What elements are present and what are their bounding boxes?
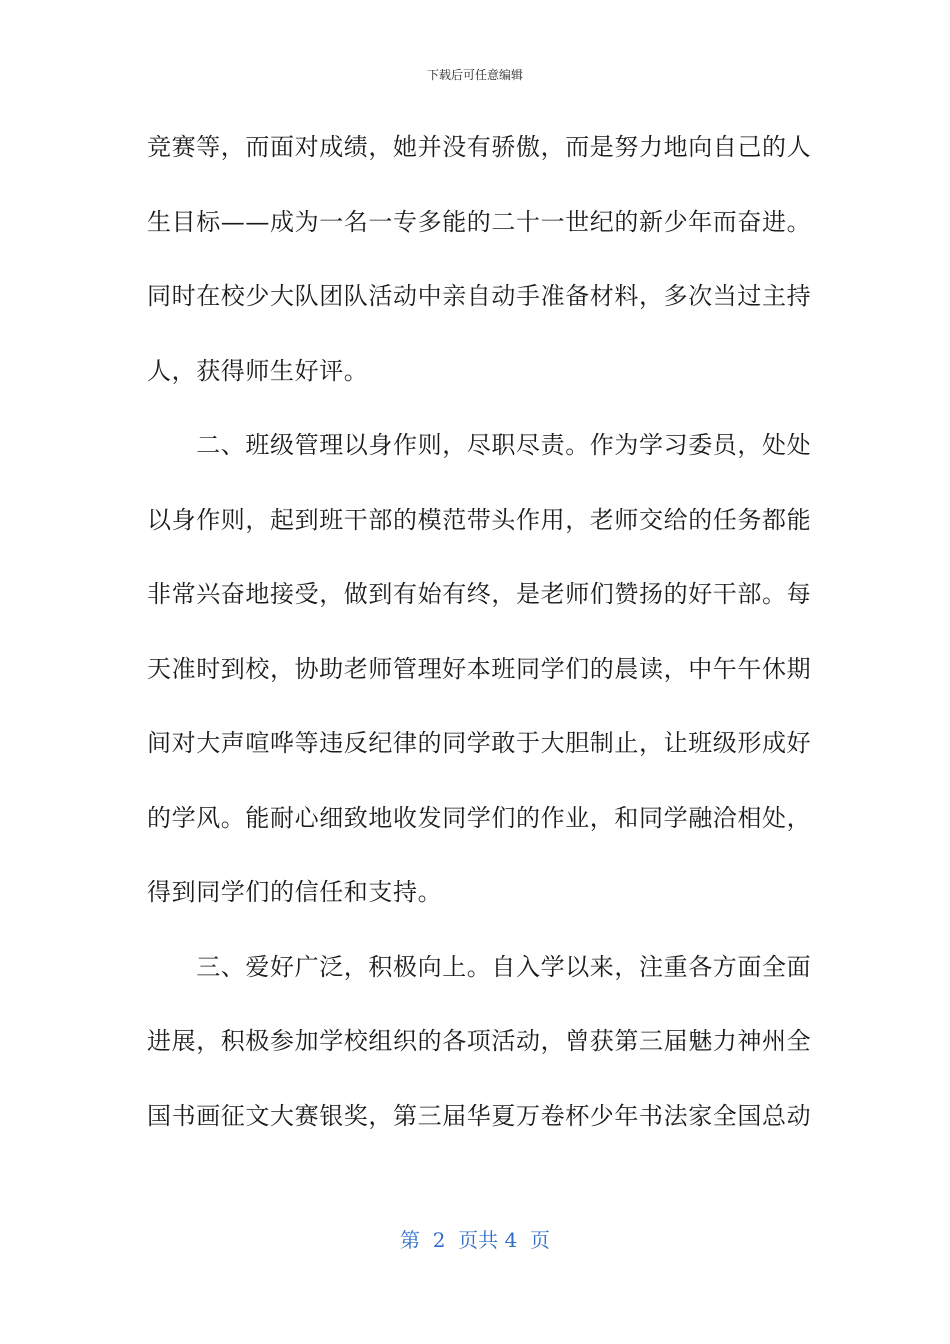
text-line: 竞赛等，而面对成绩，她并没有骄傲，而是努力地向自己的人	[147, 133, 812, 161]
text-line: 天准时到校，协助老师管理好本班同学们的晨读，中午午休期	[147, 654, 812, 683]
text-line: 人，获得师生好评。	[147, 356, 369, 385]
text-line: 二、班级管理以身作则，尽职尽责。作为学习委员，处处	[147, 431, 812, 459]
text-line: 得到同学们的信任和支持。	[147, 878, 443, 906]
text-line: 同时在校少大队团队活动中亲自动手准备材料，多次当过主持	[147, 282, 812, 310]
text-line: 进展，积极参加学校组织的各项活动，曾获第三届魅力神州全	[147, 1027, 812, 1055]
text-line: 间对大声喧哗等违反纪律的同学敢于大胆制止，让班级形成好	[147, 729, 812, 757]
text-line: 的学风。能耐心细致地收发同学们的作业，和同学融洽相处，	[147, 803, 812, 832]
text-line: 以身作则，起到班干部的模范带头作用，老师交给的任务都能	[147, 505, 812, 534]
text-line: 国书画征文大赛银奖，第三届华夏万卷杯少年书法家全国总动	[147, 1101, 812, 1130]
text-line: 生目标——成为一名一专多能的二十一世纪的新少年而奋进。	[147, 207, 812, 236]
page-number-footer: 第 2 页共 4 页	[400, 1228, 550, 1252]
text-line: 非常兴奋地接受，做到有始有终，是老师们赞扬的好干部。每	[147, 580, 812, 608]
page-header: 下载后可任意编辑	[426, 68, 523, 82]
document-body	[147, 125, 812, 1168]
text-line: 三、爱好广泛，积极向上。自入学以来，注重各方面全面	[147, 952, 812, 981]
